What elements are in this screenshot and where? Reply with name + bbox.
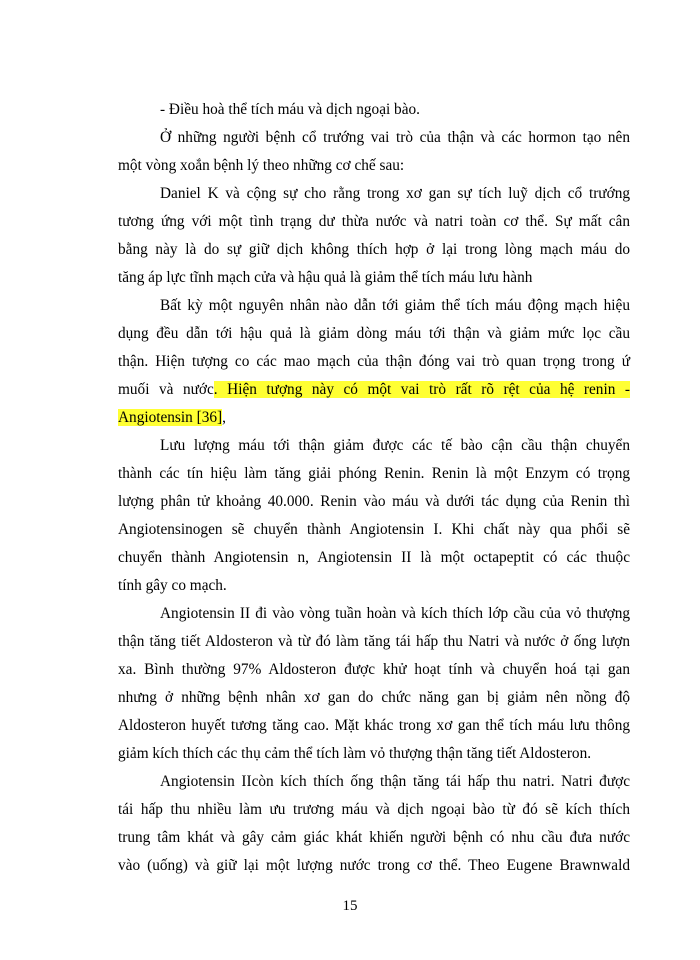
line-text: Bất kỳ một nguyên nhân nào dẫn tới giảm thể tích máu động mạch hiệu (160, 297, 630, 314)
highlighted-text: Angiotensin [36] (118, 409, 223, 426)
line-text-tail: , (222, 409, 226, 426)
line-text: tính gây co mạch. (118, 577, 227, 594)
line-text: Angiotensin II đi vào vòng tuần hoàn và kích thích lớp cầu của vỏ thượng (160, 605, 630, 622)
line-text: trung tâm khát và gây cảm giác khát khiến người bệnh có nhu cầu đưa nước (118, 829, 630, 846)
text-line (118, 744, 630, 764)
text-line (118, 464, 630, 484)
text-line (118, 576, 630, 596)
text-line (118, 520, 630, 540)
text-line (118, 352, 630, 372)
page-number: 15 (342, 898, 358, 914)
text-line (118, 240, 630, 260)
line-text: một vòng xoắn bệnh lý theo những cơ chế sau: (118, 157, 405, 174)
text-line (118, 548, 630, 568)
text-line (160, 100, 630, 120)
line-text: Ở những người bệnh cổ trướng vai trò của thận và các hormon tạo nên (160, 129, 630, 146)
text-line (118, 800, 630, 820)
line-text: Angiotensinogen sẽ chuyển thành Angiotensin I. Khi chất này qua phổi sẽ (118, 521, 630, 538)
line-text: nhưng ở những bệnh nhân xơ gan do chức năng gan bị giảm nên nồng độ (118, 689, 630, 706)
text-line (118, 212, 630, 232)
line-text: chuyển thành Angiotensin n, Angiotensin II là một octapeptit có các thuộc (118, 549, 630, 566)
text-line (118, 660, 630, 680)
line-text: dụng đều dẫn tới hậu quả là giảm dòng máu tới thận và giảm mức lọc cầu (118, 325, 630, 342)
line-text: Daniel K và cộng sự cho rằng trong xơ gan sự tích luỹ dịch cổ trướng (160, 185, 630, 202)
line-text: xa. Bình thường 97% Aldosteron được khử hoạt tính và chuyển hoá tại gan (118, 661, 630, 678)
line-text: - Điều hoà thể tích máu và dịch ngoại bào. (160, 101, 420, 118)
text-line (118, 856, 630, 876)
text-line (160, 128, 630, 148)
text-line (118, 632, 630, 652)
text-line (118, 324, 630, 344)
text-line (118, 268, 630, 288)
text-line (160, 296, 630, 316)
text-line (118, 156, 630, 176)
text-line (118, 688, 630, 708)
line-text: tương ứng với một tình trạng dư thừa nước và natri toàn cơ thể. Sự mất cân (118, 213, 630, 230)
line-text: Angiotensin IIcòn kích thích ống thận tăng tái hấp thu natri. Natri được (160, 773, 630, 790)
line-text: tái hấp thu nhiều làm ưu trương máu và dịch ngoại bào từ đó sẽ kích thích (118, 801, 630, 818)
text-line (160, 604, 630, 624)
line-text: bằng này là do sự giữ dịch không thích hợp ở lại trong lòng mạch máu do (118, 241, 630, 258)
line-text: Lưu lượng máu tới thận giảm được các tế bào cận cầu thận chuyển (160, 437, 630, 454)
line-text: thận tăng tiết Aldosteron và từ đó làm tăng tái hấp thu Natri và nước ở ống lượn (118, 633, 630, 650)
text-line (118, 408, 630, 428)
text-line (118, 716, 630, 736)
line-text: Aldosteron huyết tương tăng cao. Mặt khác trong xơ gan thể tích máu lưu thông (118, 717, 630, 734)
line-text: tăng áp lực tĩnh mạch cửa và hậu quả là giảm thể tích máu lưu hành (118, 269, 533, 286)
text-line (118, 492, 630, 512)
line-text: lượng phân tử khoảng 40.000. Renin vào máu và dưới tác dụng của Renin thì (118, 493, 630, 510)
line-text: giảm kích thích các thụ cảm thể tích làm vỏ thượng thận tăng tiết Aldosteron. (118, 745, 592, 762)
text-line (160, 772, 630, 792)
text-line (118, 828, 630, 848)
line-text: muối và nước (118, 381, 214, 398)
line-text: vào (uống) và giữ lại một lượng nước trong cơ thể. Theo Eugene Brawnwald (118, 857, 630, 874)
text-line (160, 184, 630, 204)
text-line (160, 436, 630, 456)
line-text: thận. Hiện tượng co các mao mạch của thận đóng vai trò quan trọng trong ứ (118, 353, 630, 370)
text-line (118, 380, 630, 400)
line-text: thành các tín hiệu làm tăng giải phóng Renin. Renin là một Enzym có trọng (118, 465, 630, 482)
highlighted-text: . Hiện tượng này có một vai trò rất rõ rệt của hệ renin - (213, 381, 630, 398)
